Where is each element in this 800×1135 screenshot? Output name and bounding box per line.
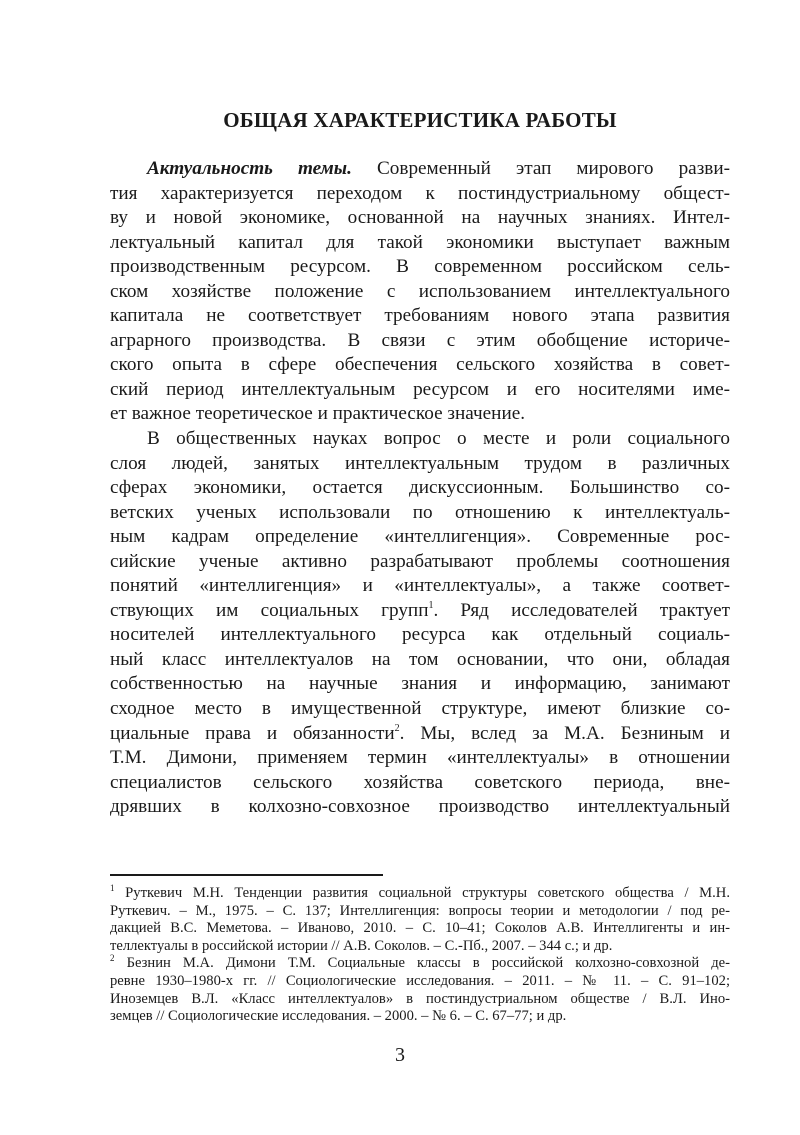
paragraph-2-line: сходное место в имущественной структуре, имеют близкие со- <box>110 698 730 720</box>
footnote-line: $^1$ Руткевич М.Н. Тенденции развития социальной структуры советского общества / М.Н. <box>110 883 730 901</box>
footnote-2 <box>110 955 730 1025</box>
paragraph-2-line: сферах экономики, остается дискуссионным. Большинство со- <box>110 477 730 499</box>
paragraph-2-line: слоя людей, занятых интеллектуальным трудом в различных <box>110 452 730 474</box>
footnotes <box>110 885 730 1026</box>
paragraph-2-line: специалистов сельского хозяйства советского периода, вне- <box>110 771 730 793</box>
paragraph-1-line: лектуальный капитал для такой экономики выступает важным <box>110 231 730 253</box>
section-title: ОБЩАЯ ХАРАКТЕРИСТИКА РАБОТЫ <box>223 108 617 132</box>
footnote-line: ревне 1930–1980-х гг. // Социологические исследования. – 2011. – № 11. – С. 91–102; <box>110 972 730 989</box>
paragraph-1-line: капитала не соответствует требованиям нового этапа развития <box>110 305 730 327</box>
paragraph-2-line: ным кадрам определение «интеллигенция». Современные рос- <box>110 526 730 548</box>
body-text <box>110 157 730 820</box>
paragraph-2-line: ный класс интеллектуалов на том основании, что они, обладая <box>110 648 730 670</box>
paragraph-1-line: ву и новой экономике, основанной на научных знаниях. Интел- <box>110 207 730 229</box>
footnote-line: Руткевич. – М., 1975. – С. 137; Интеллигенция: вопросы теории и методологии / под ре- <box>110 902 730 919</box>
footnote-ref-2[interactable]: 2 <box>394 722 400 734</box>
paragraph-2-line: ветских ученых использовали по отношению к интеллектуаль- <box>110 501 730 523</box>
paragraph-1-line: аграрного производства. В связи с этим обобщение историче- <box>110 329 730 351</box>
footnote-line: $^2$ Безнин М.А. Димони Т.М. Социальные классы в российской колхозно-совхозной де- <box>110 953 730 972</box>
footnote-number: 1 <box>110 883 115 893</box>
footnote-line: теллектуалы в российской истории // А.В. Соколов. – С.-Пб., 2007. – 344 с.; и др. <box>110 937 613 954</box>
paragraph-1-line: ского опыта в сфере обеспечения сельского хозяйства в совет- <box>110 354 730 376</box>
paragraph-2-line: понятий «интеллигенция» и «интеллектуалы», а также соответ- <box>110 575 730 597</box>
paragraph-2-line: сийские ученые активно разрабатывают проблемы соотношения <box>110 550 730 572</box>
paragraph-1-line: ский период интеллектуальным ресурсом и его носителями име- <box>110 378 730 400</box>
footnote-separator <box>110 874 383 876</box>
paragraph-1-line: тия характеризуется переходом к постиндустриальному общест- <box>110 182 730 204</box>
footnote-line: дакцией В.С. Меметова. – Иваново, 2010. – С. 10–41; Соколов А.В. Интеллигенты и ин- <box>110 920 730 937</box>
footnote-number: 2 <box>110 953 115 964</box>
paragraph-2-line: дрявших в колхозно-совхозное производство интеллектуальный <box>110 796 730 818</box>
footnote-line: земцев // Социологические исследования. – 2000. – № 6. – С. 67–77; и др. <box>110 1008 567 1025</box>
paragraph-1-line: Актуальность темы. Современный этап мирового разви- <box>147 158 730 179</box>
footnote-ref-1[interactable]: 1 <box>428 599 434 611</box>
paragraph-2-line: ствующих им социальных групп$^1$. Ряд исследователей трактует <box>110 599 730 621</box>
paragraph-1-line: ском хозяйстве положение с использованием интеллектуального <box>110 280 730 302</box>
lead-phrase: Актуальность темы. <box>147 158 352 179</box>
paragraph-1-line: ет важное теоретическое и практическое значение. <box>110 403 526 425</box>
paragraph-2-line: собственностью на научные знания и информацию, занимают <box>110 673 730 695</box>
paragraph-2-line: циальные права и обязанности$^2$. Мы, вслед за М.А. Безниным и <box>110 722 730 744</box>
page-number: 3 <box>395 1044 405 1066</box>
paragraph-2-line: В общественных науках вопрос о месте и роли социального <box>147 428 730 450</box>
footnote-line: Иноземцев В.Л. «Класс интеллектуалов» в постиндустриальном обществе / В.Л. Ино- <box>110 990 730 1007</box>
paragraph-2-line: Т.М. Димони, применяем термин «интеллектуалы» в отношении <box>110 747 730 769</box>
footnote-1 <box>110 885 730 955</box>
paragraph-2-line: носителей интеллектуального ресурса как отдельный социаль- <box>110 624 730 646</box>
paragraph-1-line: производственным ресурсом. В современном российском сель- <box>110 256 730 278</box>
